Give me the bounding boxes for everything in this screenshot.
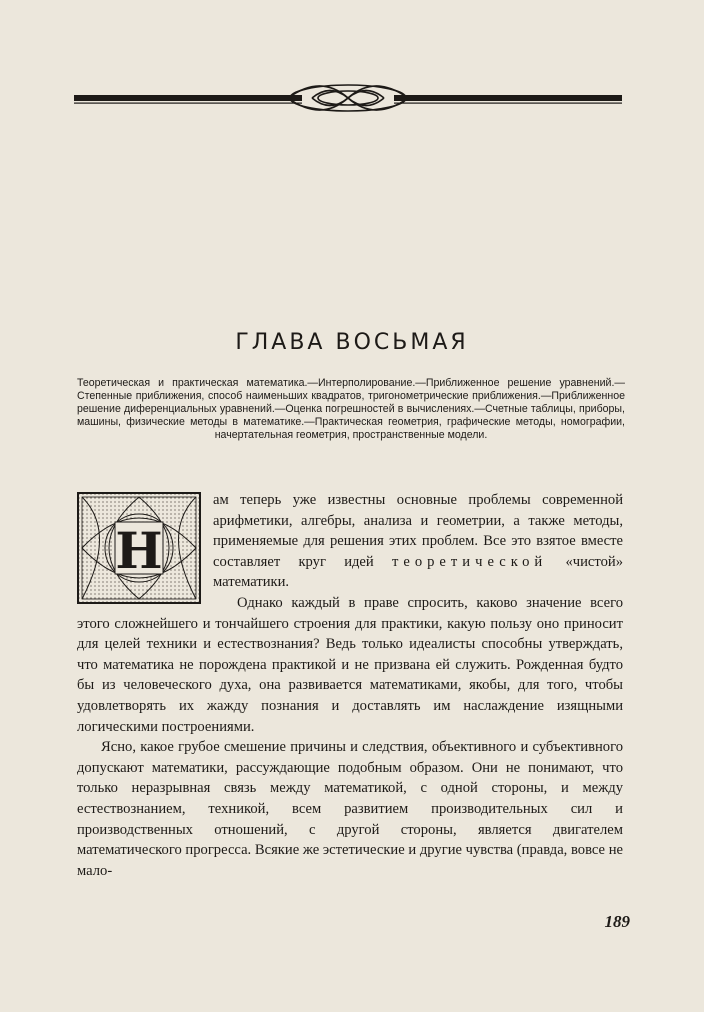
paragraph-1-start: ам теперь уже известны основные проблемы современной арифметики, алгебры, анализа и геометрии, а также методы, применяемые для решения этих проблем. Все это взятое вместе составляет круг идей <box>213 492 623 570</box>
paragraph-2: Однако каждый в праве спросить, каково значение всего этого сложнейшего и тончайшего строения для практики, какую пользу оно приносит для целей техники и естествознания? Ведь только идеалисты способны утверждать, что математика не порождена практикой и не призвана ей служить. Рожденная будто бы из человеческого духа, она развивается математиками, якобы, для того, чтобы удовлетворять их жажду познания и доставлять им наслаждение изящными логическими построениями. <box>77 594 623 735</box>
dropcap-letter: Н <box>115 521 163 580</box>
paragraph-1-end: «чистой» математики. <box>213 553 623 591</box>
paragraph-3: Ясно, какое грубое смешение причины и следствия, объективного и субъективного допускают математики, рассуждающие подобным образом. Они не понимают, что только неразрывная связь между математикой, с одной стороны, и между естествознанием, техникой, всем развитием производительных сил и производственных отношений, с другой стороны, является двигателем математического прогресса. Всякие же эстетические и другие чувства (правда, вовсе не мало- <box>77 739 623 879</box>
body-text <box>77 490 623 881</box>
chapter-title: ГЛАВА ВОСЬМАЯ <box>235 330 469 355</box>
dropcap-ornament-icon <box>77 492 201 604</box>
chapter-summary: Теоретическая и практическая математика.—Интерполирование.—Приближенное решение уравнений.—Степенные приближения, способ наименьших квадратов, тригонометрические приближения.—Приближенное решение диференциальных уравнений.—Оценка погрешностей в вычислениях.—Счетные таблицы, приборы, машины, физические методы в математике.—Практическая геометрия, графические методы, номографии, начертательная геометрия, пространственные модели. <box>77 377 625 441</box>
page-number: 189 <box>604 912 630 931</box>
ornamental-header-divider-icon <box>74 80 622 116</box>
paragraph-1-spaced-term: теоретической <box>391 553 548 570</box>
